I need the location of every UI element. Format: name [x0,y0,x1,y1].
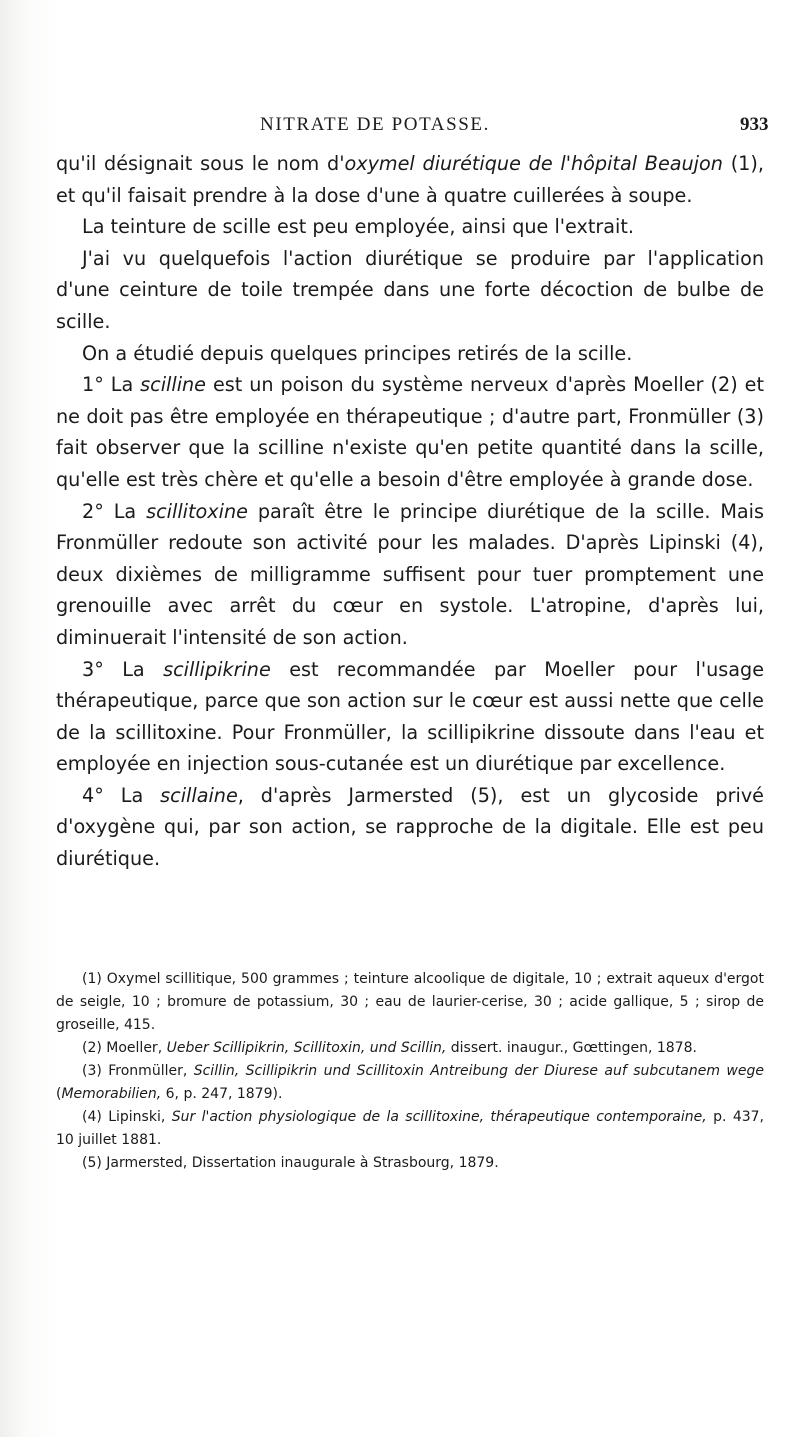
paragraph-scilline [56,369,764,495]
text-run: est recommandée par Moeller pour l'usage thérapeutique, parce que son action sur le cœur est aussi nette que celle de la scillitoxine. Pour Fronmüller, la scillipikrine dissoute dans l'eau et employée en injection sous-cutanée est un diurétique par excellence. [56,657,765,776]
italic-term: scillipikrine [163,657,271,681]
footnotes [56,968,764,1175]
text-run: (4) Lipinski, [82,1109,172,1125]
footnote-1: (1) Oxymel scillitique, 500 grammes ; teinture alcoolique de digitale, 10 ; extrait aqueux d'ergot de seigle, 10 ; bromure de potassium, 30 ; eau de laurier-cerise, 30 ; acide gallique, 5 ; sirop de groseille, 415. [56,971,764,1033]
paragraph-4: On a étudié depuis quelques principes retirés de la scille. [82,341,633,365]
text-run: qu'il désignait sous le nom d' [56,152,345,175]
italic-title: Scillin, Scillipikrin und Scillitoxin Antreibung der Diurese auf subcutanem wege [193,1063,764,1079]
page-header [0,114,801,144]
text-run: 3° La [82,657,164,681]
paragraph-scillaine [56,780,764,875]
text-run: 4° La [82,783,161,807]
text-run: , d'après Jarmersted (5), est un glycoside privé d'oxygène qui, par son action, se rapproche de la digitale. Elle est peu diurétique. [56,783,764,871]
italic-term: scillaine [160,783,238,807]
italic-term: oxymel diurétique de l'hôpital Beaujon [344,152,723,175]
paragraph-2: La teinture de scille est peu employée, ainsi que l'extrait. [82,215,634,239]
text-run: ( [56,1086,62,1102]
paragraph-scillitoxine [56,496,764,654]
text-run: est un poison du système nerveux d'après Moeller (2) et ne doit pas être employée en thérapeutique ; d'autre part, Fronmüller (3) fait observer que la scilline n'existe qu'en petite quantité dans la scille, qu'elle est très chère et qu'elle a besoin d'être employée à grande dose. [56,373,764,491]
italic-title: Ueber Scillipikrin, Scillitoxin, und Scillin, [166,1040,447,1056]
text-run: 1° La [82,373,141,397]
text-run: paraît être le principe diurétique de la scille. Mais Fronmüller redoute son activité pour les malades. D'après Lipinski (4), deux dixièmes de milligramme suffisent pour tuer promptement une grenouille avec arrêt du cœur en systole. L'atropine, d'après lui, diminuerait l'intensité de son action. [56,499,765,649]
italic-term: scilline [140,373,206,397]
text-run: 2° La [82,499,147,523]
footnote-3 [56,1060,764,1106]
footnote-2 [56,1037,764,1060]
italic-term: scillitoxine [146,499,248,523]
paragraph-1 [56,148,764,211]
main-text [56,148,764,875]
page-number: 933 [740,114,769,135]
italic-title: Sur l'action physiologique de la scillitoxine, thérapeutique contemporaine, [171,1109,707,1125]
text-run: (2) Moeller, [82,1040,167,1056]
italic-title: Memorabilien, [61,1086,162,1102]
text-run: p. 437, 10 juillet 1881. [56,1109,764,1148]
paragraph-3: J'ai vu quelquefois l'action diurétique se produire par l'application d'une ceinture de toile trempée dans une forte décoction de bulbe de scille. [56,246,764,333]
text-run: dissert. inaugur., Gœttingen, 1878. [446,1040,697,1056]
text-run: (1), et qu'il faisait prendre à la dose d'une à quatre cuillerées à soupe. [56,152,764,207]
footnote-4 [56,1106,764,1152]
footnote-5: (5) Jarmersted, Dissertation inaugurale à Strasbourg, 1879. [82,1155,499,1171]
running-title: NITRATE DE POTASSE. [260,114,490,135]
text-run: 6, p. 247, 1879). [161,1086,283,1102]
text-run: (3) Fronmüller, [82,1063,194,1079]
paragraph-scillipikrine [56,654,764,780]
